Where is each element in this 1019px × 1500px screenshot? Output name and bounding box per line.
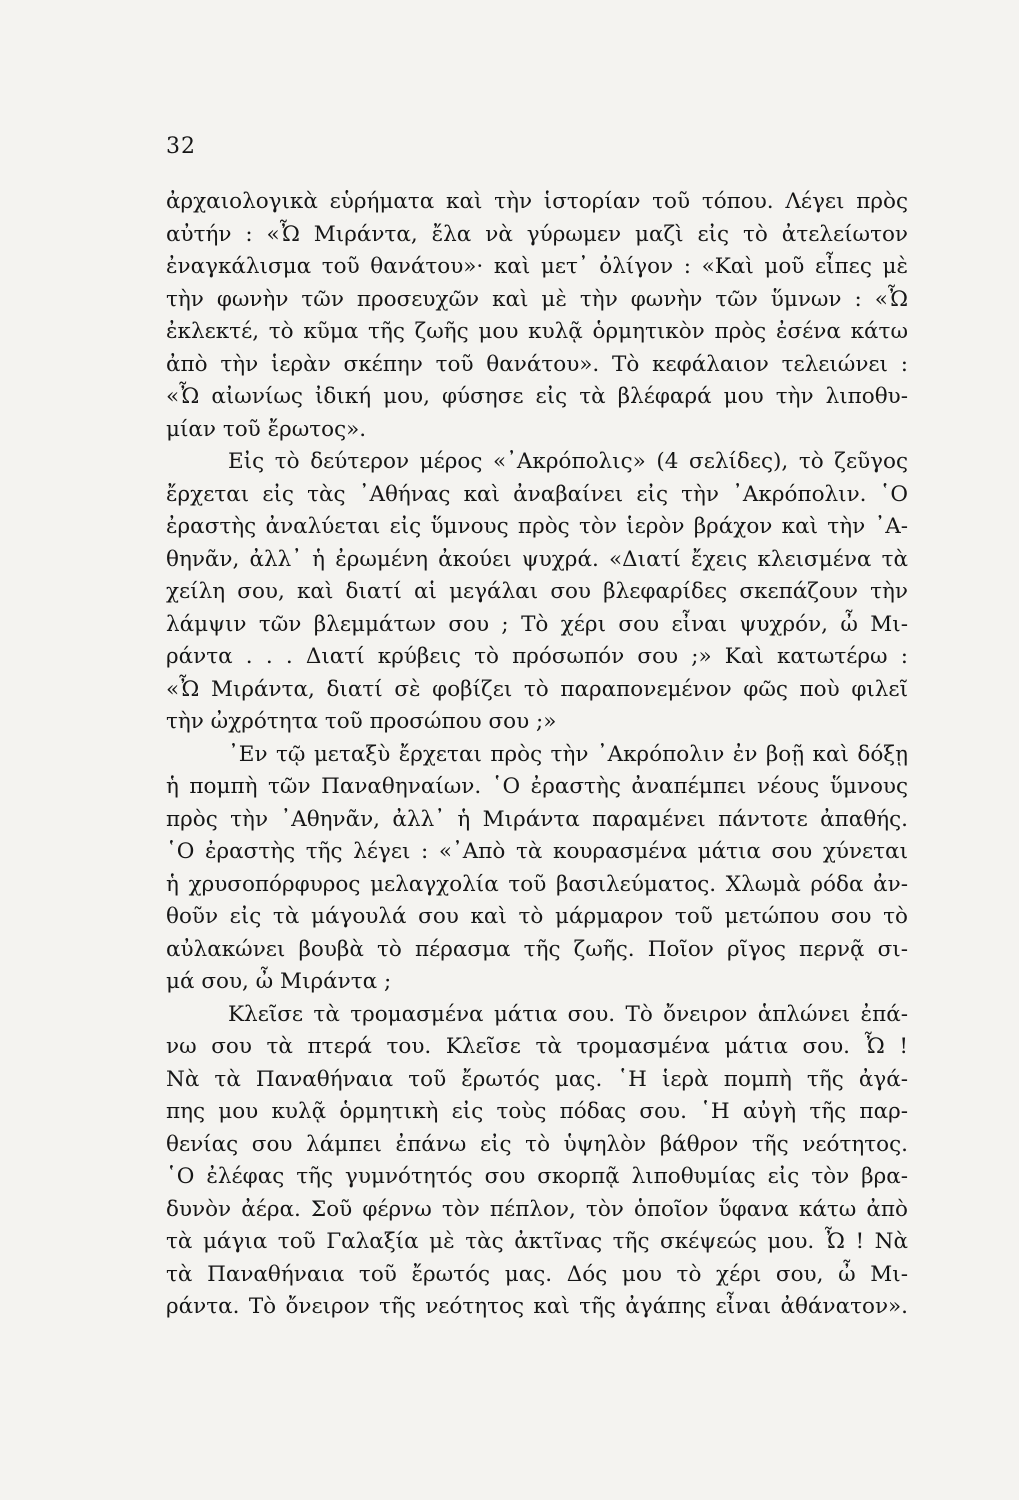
text-line: ῾Ο ἐραστὴς τῆς λέγει : «᾿Απὸ τὰ κουρασμένα μάτια σου χύνεται: [166, 839, 908, 864]
text-line: αὐτήν : «Ὦ Μιράντα, ἔλα νὰ γύρωμεν μαζὶ εἰς τὸ ἀτελείωτον: [166, 221, 908, 247]
text-line: «Ὦ Μιράντα, διατί σὲ φοβίζει τὸ παραπονεμένον φῶς ποὺ φιλεῖ: [166, 676, 908, 702]
text-line: Νὰ τὰ Παναθήναια τοῦ ἔρωτός μας. ῾Η ἱερὰ πομπὴ τῆς ἀγά-: [166, 1066, 908, 1092]
text-line: τὴν ὠχρότητα τοῦ προσώπου σου ;»: [166, 709, 557, 734]
text-line: ἐκλεκτέ, τὸ κῦμα τῆς ζωῆς μου κυλᾷ ὁρμητικὸν πρὸς ἐσένα κάτω: [166, 319, 908, 344]
text-line: ἐραστὴς ἀναλύεται εἰς ὕμνους πρὸς τὸν ἱερὸν βράχον καὶ τὴν ᾿Α-: [166, 514, 908, 539]
body-text: [166, 186, 908, 1324]
text-line: μίαν τοῦ ἔρωτος».: [166, 416, 367, 442]
text-line: θενίας σου λάμπει ἐπάνω εἰς τὸ ὑψηλὸν βάθρον τῆς νεότητος.: [166, 1131, 908, 1157]
page-number: 32: [166, 134, 196, 159]
text-line: τὰ μάγια τοῦ Γαλαξία μὲ τὰς ἀκτῖνας τῆς σκέψεώς μου. Ὦ ! Νὰ: [166, 1229, 908, 1254]
text-line: ράντα . . . Διατί κρύβεις τὸ πρόσωπόν σου ;» Καὶ κατωτέρω :: [166, 644, 908, 669]
text-line: χείλη σου, καὶ διατί αἱ μεγάλαι σου βλεφαρίδες σκεπάζουν τὴν: [166, 579, 908, 604]
text-line: ἀπὸ τὴν ἱερὰν σκέπην τοῦ θανάτου». Τὸ κεφάλαιον τελειώνει :: [166, 351, 908, 377]
text-line: λάμψιν τῶν βλεμμάτων σου ; Τὸ χέρι σου εἶναι ψυχρόν, ὦ Μι-: [166, 611, 908, 637]
text-line: Κλεῖσε τὰ τρομασμένα μάτια σου. Τὸ ὄνειρον ἁπλώνει ἐπά-: [228, 1001, 908, 1027]
text-line: ᾿Εν τῷ μεταξὺ ἔρχεται πρὸς τὴν ᾿Ακρόπολιν ἐν βοῇ καὶ δόξῃ: [228, 741, 908, 767]
text-line: τὴν φωνὴν τῶν προσευχῶν καὶ μὲ τὴν φωνὴν τῶν ὕμνων : «Ὦ: [166, 286, 908, 312]
text-line: αὐλακώνει βουβὰ τὸ πέρασμα τῆς ζωῆς. Ποῖον ρῖγος περνᾷ σι-: [166, 936, 908, 962]
text-line: θηνᾶν, ἀλλ᾿ ἡ ἐρωμένη ἀκούει ψυχρά. «Διατί ἔχεις κλεισμένα τὰ: [166, 546, 908, 572]
text-line: ἡ πομπὴ τῶν Παναθηναίων. ῾Ο ἐραστὴς ἀναπέμπει νέους ὕμνους: [166, 774, 908, 799]
text-line: μά σου, ὦ Μιράντα ;: [166, 969, 392, 994]
text-line: ἔρχεται εἰς τὰς ᾿Αθήνας καὶ ἀναβαίνει εἰς τὴν ᾿Ακρόπολιν. ῾Ο: [166, 481, 908, 507]
text-line: ράντα. Τὸ ὄνειρον τῆς νεότητος καὶ τῆς ἀγάπης εἶναι ἀθάνατον».: [166, 1294, 908, 1319]
text-line: νω σου τὰ πτερά του. Κλεῖσε τὰ τρομασμένα μάτια σου. Ὦ !: [166, 1034, 908, 1059]
text-line: Εἰς τὸ δεύτερον μέρος «᾿Ακρόπολις» (4 σελίδες), τὸ ζεῦγος: [228, 449, 908, 474]
text-line: ῾Ο ἐλέφας τῆς γυμνότητός σου σκορπᾷ λιποθυμίας εἰς τὸν βρα-: [166, 1164, 908, 1189]
text-line: τὰ Παναθήναια τοῦ ἔρωτός μας. Δός μου τὸ χέρι σου, ὦ Μι-: [166, 1261, 908, 1287]
text-line: δυνὸν ἀέρα. Σοῦ φέρνω τὸν πέπλον, τὸν ὁποῖον ὕφανα κάτω ἀπὸ: [166, 1196, 908, 1222]
text-line: ἀρχαιολογικὰ εὑρήματα καὶ τὴν ἱστορίαν τοῦ τόπου. Λέγει πρὸς: [166, 189, 908, 214]
text-line: πρὸς τὴν ᾿Αθηνᾶν, ἀλλ᾿ ἡ Μιράντα παραμένει πάντοτε ἀπαθής.: [166, 806, 908, 832]
text-line: πης μου κυλᾷ ὁρμητικὴ εἰς τοὺς πόδας σου. ῾Η αὐγὴ τῆς παρ-: [166, 1099, 908, 1124]
text-line: θοῦν εἰς τὰ μάγουλά σου καὶ τὸ μάρμαρον τοῦ μετώπου σου τὸ: [166, 904, 908, 929]
text-line: ἡ χρυσοπόρφυρος μελαγχολία τοῦ βασιλεύματος. Χλωμὰ ρόδα ἀν-: [166, 871, 908, 897]
text-line: «Ὦ αἰωνίως ἰδική μου, φύσησε εἰς τὰ βλέφαρά μου τὴν λιποθυ-: [166, 384, 908, 409]
text-line: ἐναγκάλισμα τοῦ θανάτου»· καὶ μετ᾿ ὀλίγον : «Καὶ μοῦ εἶπες μὲ: [166, 254, 908, 279]
